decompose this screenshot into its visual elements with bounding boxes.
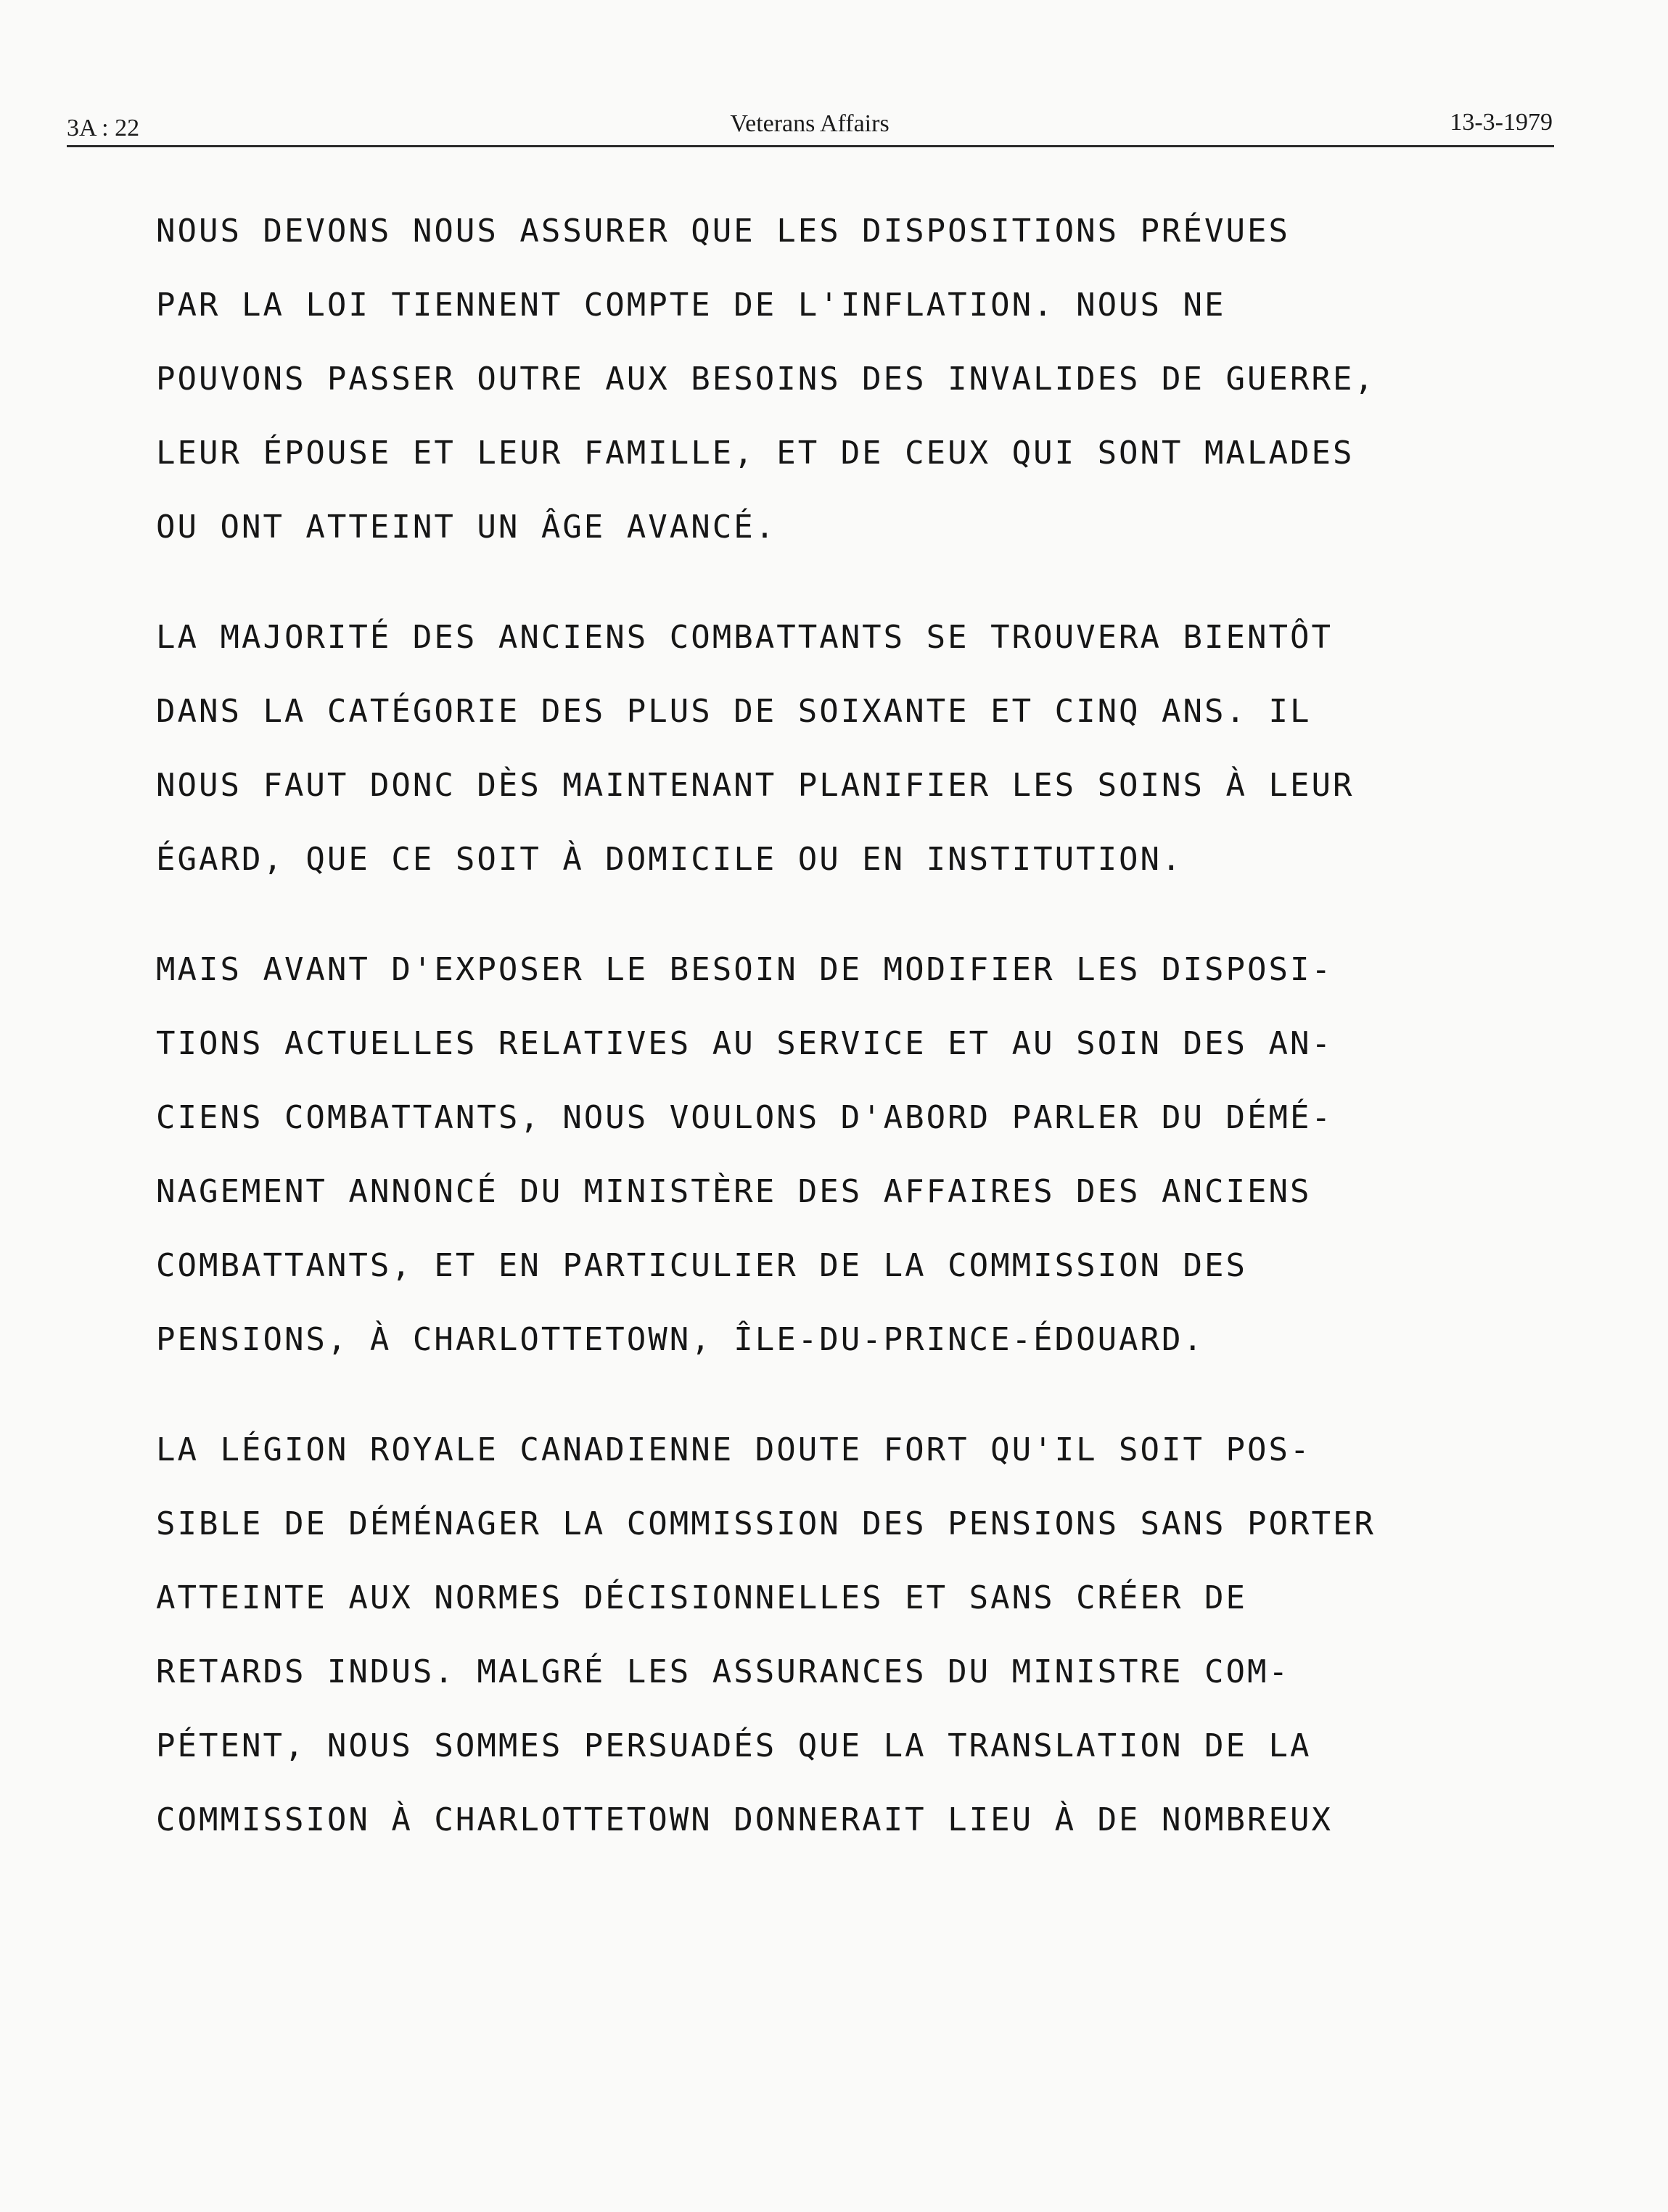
text-line: NOUS DEVONS NOUS ASSURER QUE LES DISPOSITIONS PRÉVUES — [156, 213, 1290, 250]
body-text — [156, 194, 1549, 1894]
header-date: 13-3-1979 — [1450, 109, 1553, 136]
text-line: LEUR ÉPOUSE ET LEUR FAMILLE, ET DE CEUX QUI SONT MALADES — [156, 435, 1355, 472]
text-line: PÉTENT, NOUS SOMMES PERSUADÉS QUE LA TRANSLATION DE LA — [156, 1727, 1312, 1764]
paragraph — [156, 1413, 1549, 1857]
text-line: OU ONT ATTEINT UN ÂGE AVANCÉ. — [156, 509, 777, 546]
text-line: ATTEINTE AUX NORMES DÉCISIONNELLES ET SANS CRÉER DE — [156, 1579, 1248, 1616]
text-line: SIBLE DE DÉMÉNAGER LA COMMISSION DES PENSIONS SANS PORTER — [156, 1505, 1376, 1542]
paragraph — [156, 601, 1549, 897]
text-line: NOUS FAUT DONC DÈS MAINTENANT PLANIFIER LES SOINS À LEUR — [156, 767, 1355, 804]
text-line: PENSIONS, À CHARLOTTETOWN, ÎLE-DU-PRINCE-ÉDOUARD. — [156, 1321, 1205, 1358]
text-line: LA MAJORITÉ DES ANCIENS COMBATTANTS SE TROUVERA BIENTÔT — [156, 619, 1333, 656]
text-line: COMMISSION À CHARLOTTETOWN DONNERAIT LIEU À DE NOMBREUX — [156, 1801, 1333, 1838]
header-rule — [67, 145, 1554, 147]
text-line: ÉGARD, QUE CE SOIT À DOMICILE OU EN INSTITUTION. — [156, 841, 1183, 878]
text-line: TIONS ACTUELLES RELATIVES AU SERVICE ET AU SOIN DES AN- — [156, 1025, 1333, 1062]
running-title: Veterans Affairs — [730, 110, 890, 137]
text-line: NAGEMENT ANNONCÉ DU MINISTÈRE DES AFFAIRES DES ANCIENS — [156, 1173, 1312, 1210]
page-header — [67, 102, 1553, 145]
paragraph — [156, 933, 1549, 1377]
paragraph — [156, 194, 1549, 564]
text-line: COMBATTANTS, ET EN PARTICULIER DE LA COMMISSION DES — [156, 1247, 1248, 1284]
text-line: PAR LA LOI TIENNENT COMPTE DE L'INFLATION. NOUS NE — [156, 287, 1226, 324]
text-line: POUVONS PASSER OUTRE AUX BESOINS DES INVALIDES DE GUERRE, — [156, 361, 1376, 398]
text-line: MAIS AVANT D'EXPOSER LE BESOIN DE MODIFIER LES DISPOSI- — [156, 951, 1333, 988]
text-line: DANS LA CATÉGORIE DES PLUS DE SOIXANTE ET CINQ ANS. IL — [156, 693, 1312, 730]
text-line: LA LÉGION ROYALE CANADIENNE DOUTE FORT QU'IL SOIT POS- — [156, 1431, 1312, 1468]
page-reference: 3A : 22 — [67, 115, 140, 141]
text-line: CIENS COMBATTANTS, NOUS VOULONS D'ABORD PARLER DU DÉMÉ- — [156, 1099, 1333, 1136]
text-line: RETARDS INDUS. MALGRÉ LES ASSURANCES DU MINISTRE COM- — [156, 1653, 1290, 1690]
